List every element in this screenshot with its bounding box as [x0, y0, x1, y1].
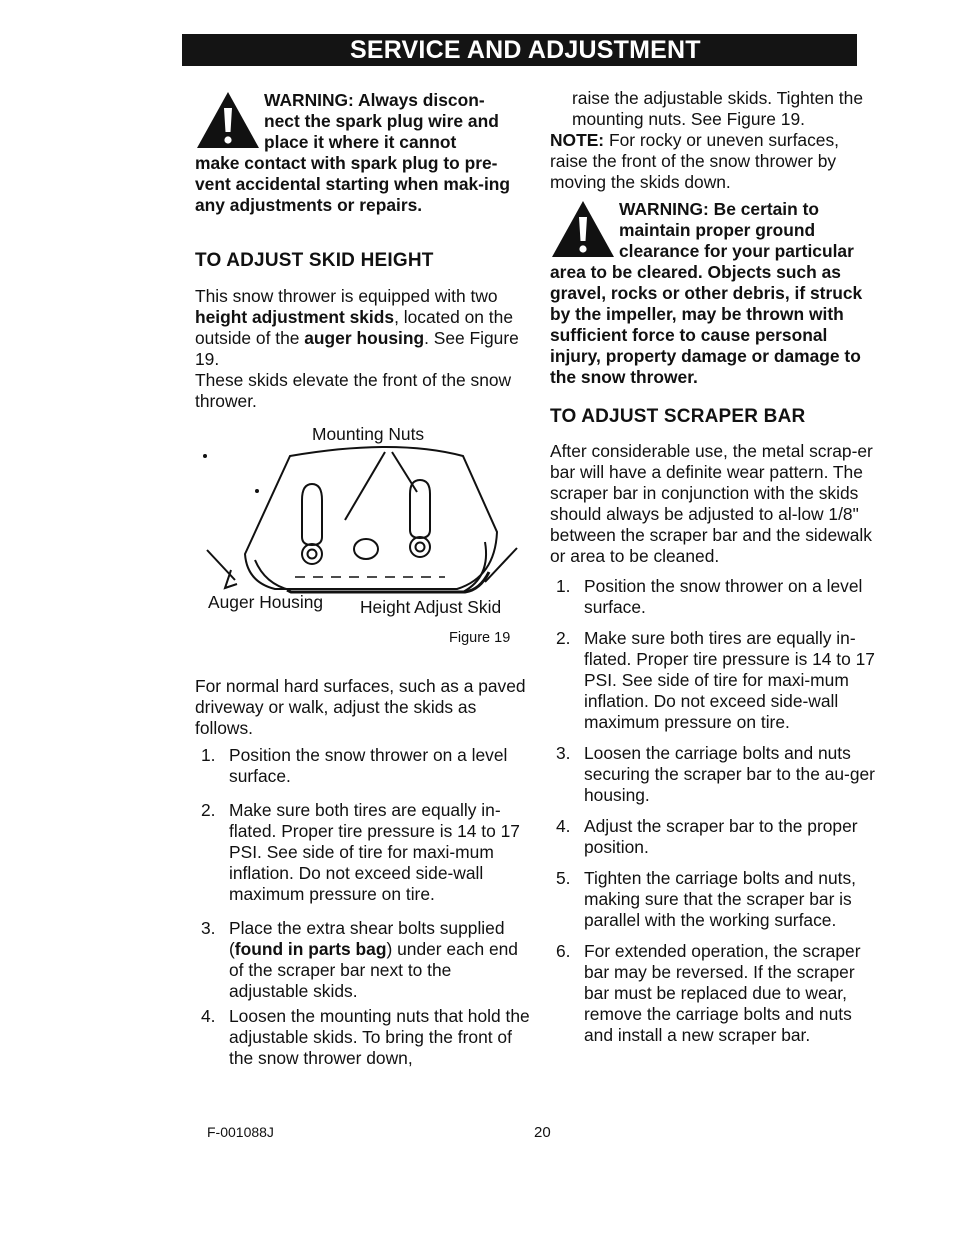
list-item: 1. Position the snow thrower on a level surface.: [201, 745, 508, 786]
warning-triangle-icon: [195, 90, 261, 150]
label-auger-housing: Auger Housing: [208, 592, 324, 612]
heading-scraper-bar: TO ADJUST SCRAPER BAR: [550, 406, 806, 427]
section-title: SERVICE AND ADJUSTMENT: [350, 36, 701, 64]
list-item: 4. Adjust the scraper bar to the proper position.: [556, 816, 858, 857]
warning-text-line: WARNING: Be certain to: [619, 199, 820, 219]
skid-steps-list: [195, 745, 530, 1069]
skid-diagram-illustration: [195, 442, 530, 617]
skid-intro-paragraph: This snow thrower is equipped with two height adjustment skids, located on the outside of the auger housing. See Figure 19.: [195, 286, 519, 369]
note-paragraph: NOTE: For rocky or uneven surfaces, raise the front of the snow thrower by moving the skids down.: [550, 130, 839, 192]
label-mounting-nuts: Mounting Nuts: [312, 424, 425, 444]
warning-text-line: place it where it cannot: [264, 132, 457, 152]
list-item: 2. Make sure both tires are equally in-flated. Proper tire pressure is 14 to 17 PSI. See side of tire for maxi-mum inflation. Do not exceed side-wall maximum pressure on tire.: [201, 800, 520, 904]
list-item: 5. Tighten the carriage bolts and nuts, making sure that the scraper bar is parallel with the working surface.: [556, 868, 856, 930]
list-item: 3. Loosen the carriage bolts and nuts securing the scraper bar to the au-ger housing.: [556, 743, 875, 805]
figure-caption: Figure 19: [449, 630, 511, 646]
label-height-adjust-skid: Height Adjust Skid: [360, 597, 502, 617]
footer-page-number: 20: [534, 1124, 551, 1141]
warning-triangle-icon: [550, 199, 616, 259]
figure-19: [195, 412, 530, 652]
heading-skid-height: TO ADJUST SKID HEIGHT: [195, 250, 434, 271]
list-item: 6. For extended operation, the scraper bar may be reversed. If the scraper bar must be replaced due to wear, remove the carriage bolts and nuts and install a new scraper bar.: [556, 941, 861, 1045]
warning-text-rest: area to be cleared. Objects such as gravel, rocks or other debris, if struck by the impeller, may be thrown with sufficient force to cause personal injury, property damage or damage to the snow thrower.: [550, 262, 863, 387]
continued-paragraph: raise the adjustable skids. Tighten the mounting nuts. See Figure 19.: [572, 88, 863, 129]
right-column: [550, 88, 875, 1046]
list-item: 4. Loosen the mounting nuts that hold the adjustable skids. To bring the front of the snow thrower down,: [201, 1006, 530, 1068]
list-item: 2. Make sure both tires are equally in-flated. Proper tire pressure is 14 to 17 PSI. See side of tire for maxi-mum inflation. Do not exceed side-wall maximum pressure on tire.: [556, 628, 875, 732]
warning-text-line: nect the spark plug wire and: [264, 111, 499, 131]
warning-text-line: maintain proper ground: [619, 220, 816, 240]
warning-block-clearance: [550, 199, 875, 388]
warning-text-rest: make contact with spark plug to pre-vent accidental starting when mak-ing any adjustments or repairs.: [195, 153, 511, 215]
scraper-steps-list: [550, 576, 875, 1046]
scraper-intro-paragraph: After considerable use, the metal scrap-er bar will have a definite wear pattern. The scraper bar in conjunction with the skids should always be adjusted to al-low 1/8" between the scraper bar and the sidewalk or area to be cleaned.: [550, 441, 873, 566]
list-item: 1. Position the snow thrower on a level surface.: [556, 576, 863, 617]
footer-document-code: F-001088J: [207, 1124, 274, 1140]
skid-elevate-paragraph: These skids elevate the front of the snow thrower.: [195, 370, 512, 411]
warning-text-line: clearance for your particular: [619, 241, 854, 261]
warning-text-line: WARNING: Always discon-: [264, 90, 485, 110]
section-banner: [182, 34, 857, 66]
left-column: [195, 90, 530, 1069]
normal-surfaces-paragraph: For normal hard surfaces, such as a paved driveway or walk, adjust the skids as follows.: [195, 676, 526, 738]
warning-block-disconnect: [195, 90, 530, 216]
list-item: 3. Place the extra shear bolts supplied (found in parts bag) under each end of the scraper bar next to the adjustable skids.: [201, 918, 518, 1001]
